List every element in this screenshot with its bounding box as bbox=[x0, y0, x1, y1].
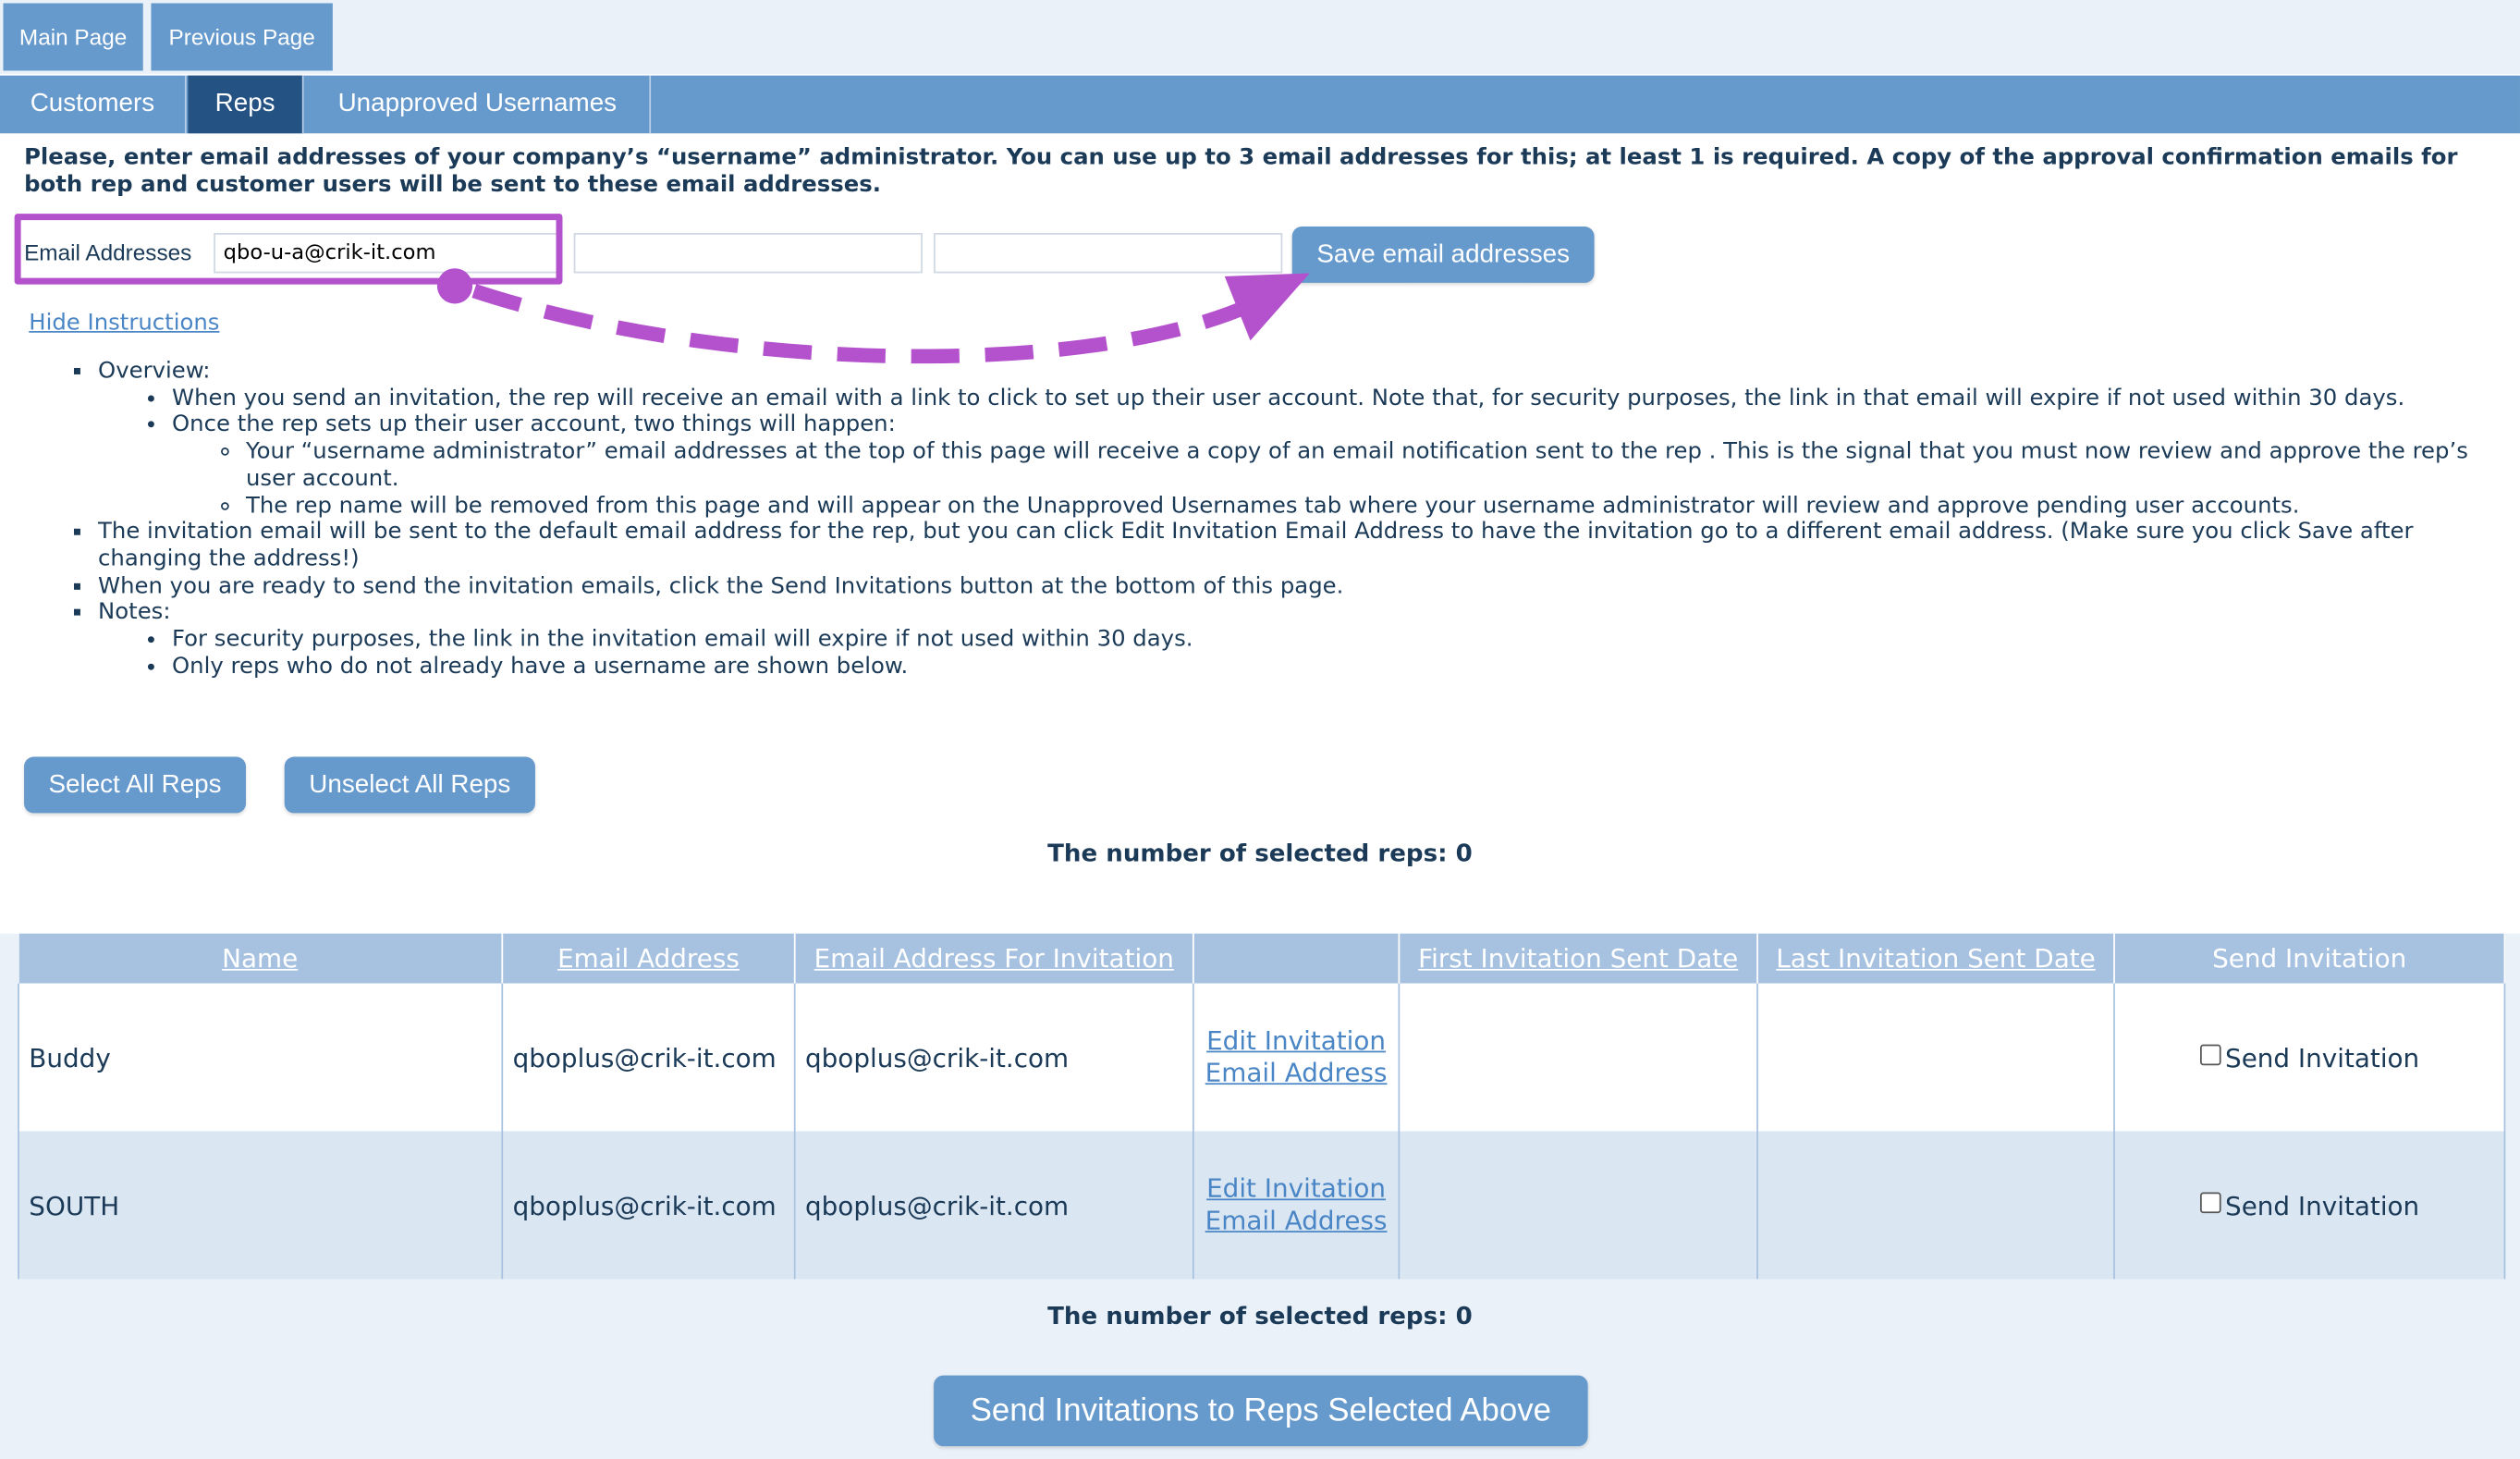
note-2: • Only reps who do not already have a username are shown below. bbox=[172, 654, 2515, 680]
send-cell bbox=[2114, 1131, 2504, 1279]
header-send: Send Invitation bbox=[2114, 934, 2504, 984]
rep-invitation-email: qboplus@crik-it.com bbox=[795, 984, 1193, 1132]
send-item: ▪ When you are ready to send the invitation emails, click the Send Invitations button at the bottom of this page. bbox=[98, 573, 2515, 600]
table-row bbox=[18, 984, 2504, 1132]
header-invitation-email-link[interactable]: Email Address For Invitation bbox=[813, 943, 1174, 975]
selected-count-top: The number of selected reps: 0 bbox=[1047, 839, 1473, 868]
top-nav-bar bbox=[0, 0, 2520, 74]
previous-page-button[interactable]: Previous Page bbox=[151, 3, 332, 70]
invitation-item: ▪ The invitation email will be sent to the default email address for the rep, but you can click Edit Invitation Email Address to have the invitation go to a different email address. (Make sure you click Save after changing the address!) bbox=[98, 520, 2515, 573]
overview-label: Overview: bbox=[98, 358, 211, 385]
email-address-input-3[interactable] bbox=[934, 233, 1282, 273]
header-name[interactable] bbox=[18, 934, 502, 984]
send-invitation-checkbox[interactable] bbox=[2199, 1044, 2220, 1065]
notes-label: Notes: bbox=[98, 599, 171, 626]
header-name-link[interactable]: Name bbox=[222, 943, 299, 975]
rep-email: qboplus@crik-it.com bbox=[502, 1131, 794, 1279]
edit-cell bbox=[1193, 1131, 1400, 1279]
selected-count-bottom: The number of selected reps: 0 bbox=[1047, 1301, 1473, 1330]
rep-invitation-email: qboplus@crik-it.com bbox=[795, 1131, 1193, 1279]
rep-email: qboplus@crik-it.com bbox=[502, 984, 794, 1132]
intro-text: Please, enter email addresses of your company’s “username” administrator. You can use up to 3 email addresses for this; at least 1 is required. A copy of the approval confirmation emails for both rep and customer users will be sent to these email addresses. bbox=[24, 144, 2458, 198]
note-1: • For security purposes, the link in the invitation email will expire if not used within 30 days. bbox=[172, 627, 2515, 654]
rep-name: Buddy bbox=[18, 984, 502, 1132]
reps-table bbox=[18, 934, 2505, 1280]
edit-invitation-email-link[interactable]: Edit Invitation Email Address bbox=[1205, 1172, 1388, 1236]
first-sent-date bbox=[1399, 1131, 1757, 1279]
overview-item bbox=[98, 359, 2515, 520]
header-email-link[interactable]: Email Address bbox=[557, 943, 740, 975]
select-all-reps-button[interactable]: Select All Reps bbox=[24, 757, 246, 814]
main-page-button[interactable]: Main Page bbox=[3, 3, 142, 70]
send-cell bbox=[2114, 984, 2504, 1132]
header-first-sent-link[interactable]: First Invitation Sent Date bbox=[1418, 943, 1739, 975]
edit-cell bbox=[1193, 984, 1400, 1132]
last-sent-date bbox=[1757, 1131, 2114, 1279]
hide-instructions-link[interactable]: Hide Instructions bbox=[29, 310, 220, 337]
first-sent-date bbox=[1399, 984, 1757, 1132]
header-last-sent[interactable] bbox=[1757, 934, 2114, 984]
send-invitation-label[interactable]: Send Invitation bbox=[2225, 1042, 2420, 1073]
edit-invitation-email-link[interactable]: Edit Invitation Email Address bbox=[1205, 1024, 1388, 1088]
email-address-input-1[interactable] bbox=[214, 233, 561, 273]
rep-name: SOUTH bbox=[18, 1131, 502, 1279]
header-last-sent-link[interactable]: Last Invitation Sent Date bbox=[1776, 943, 2096, 975]
email-address-input-2[interactable] bbox=[574, 233, 923, 273]
tab-bar bbox=[0, 76, 2520, 134]
overview-item-1: • When you send an invitation, the rep will receive an email with a link to click to set up their user account. Note that, for security purposes, the link in that email will expire if not used within 30 days. bbox=[172, 386, 2515, 412]
unselect-all-reps-button[interactable]: Unselect All Reps bbox=[285, 757, 535, 814]
email-addresses-label: Email Addresses bbox=[24, 239, 192, 265]
notes-item bbox=[98, 600, 2515, 680]
send-invitation-label[interactable]: Send Invitation bbox=[2225, 1189, 2420, 1220]
tab-reps[interactable]: Reps bbox=[188, 76, 303, 134]
instructions-list bbox=[76, 359, 2515, 680]
header-first-sent[interactable] bbox=[1399, 934, 1757, 984]
header-email[interactable] bbox=[502, 934, 794, 984]
table-row bbox=[18, 1131, 2504, 1279]
last-sent-date bbox=[1757, 984, 2114, 1132]
table-header-row bbox=[18, 934, 2504, 984]
overview-item-2-text: Once the rep sets up their user account, two things will happen: bbox=[172, 411, 896, 438]
overview-sub-1: ◦ Your “username administrator” email addresses at the top of this page will receive a copy of an email notification sent to the rep . This is the signal that you must now review and approve the rep’s user account. bbox=[246, 439, 2515, 493]
overview-item-2 bbox=[172, 412, 2515, 520]
tab-unapproved-usernames[interactable]: Unapproved Usernames bbox=[305, 76, 651, 134]
header-invitation-email[interactable] bbox=[795, 934, 1193, 984]
save-email-addresses-button[interactable]: Save email addresses bbox=[1292, 227, 1595, 283]
header-edit bbox=[1193, 934, 1400, 984]
send-invitations-button[interactable]: Send Invitations to Reps Selected Above bbox=[934, 1376, 1588, 1446]
send-invitation-checkbox[interactable] bbox=[2199, 1192, 2220, 1213]
tab-customers[interactable]: Customers bbox=[0, 76, 187, 134]
overview-sub-2: ◦ The rep name will be removed from this page and will appear on the Unapproved Usernames tab where your username administrator will review and approve pending user accounts. bbox=[246, 493, 2515, 520]
